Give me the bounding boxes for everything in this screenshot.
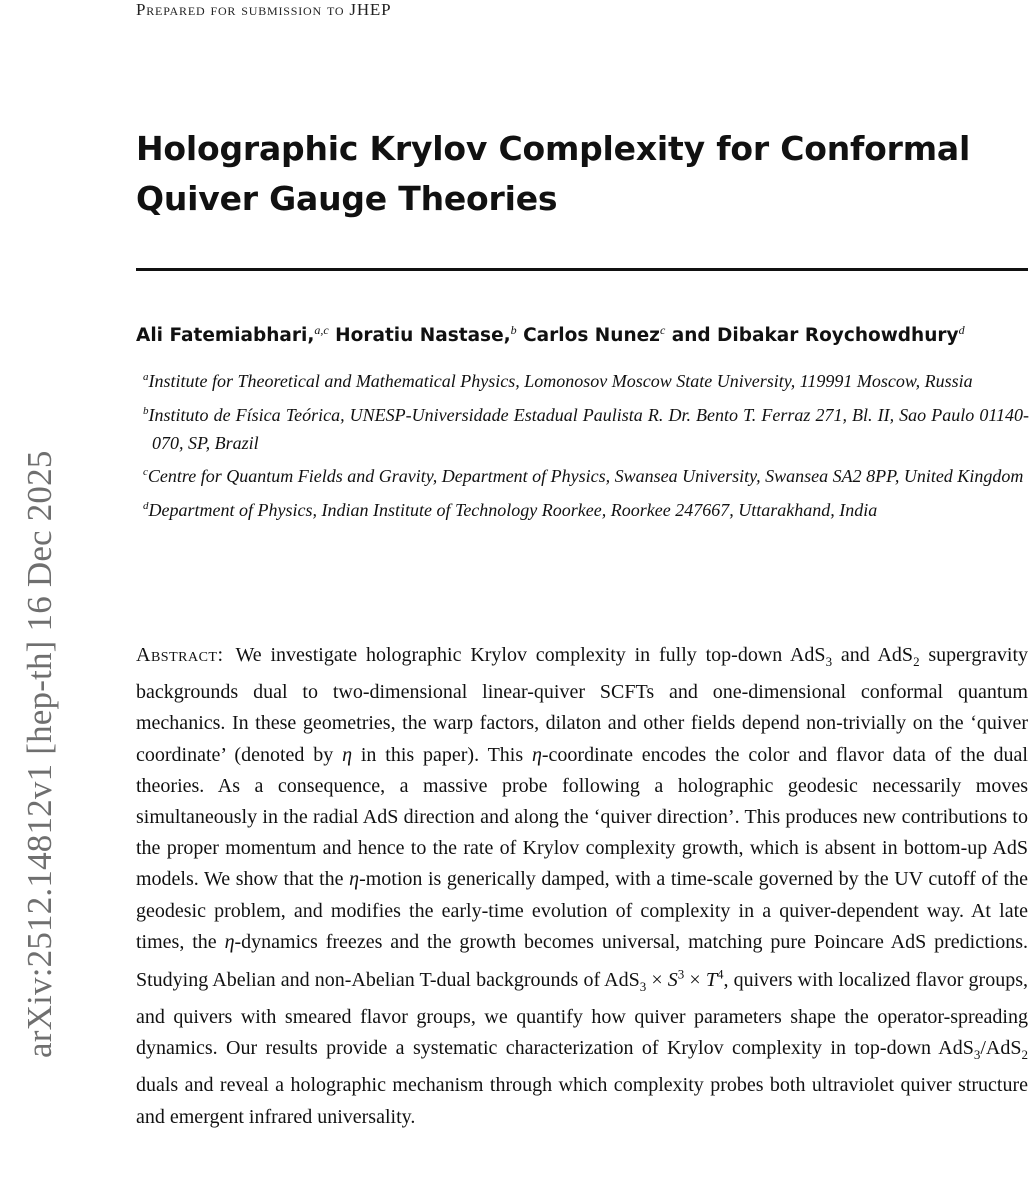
- math-symbol: η: [224, 930, 235, 953]
- math-symbol: η: [531, 743, 542, 766]
- affiliation-text: Institute for Theoretical and Mathematical Physics, Lomonosov Moscow State University, 119991 Moscow, Russia: [148, 371, 973, 391]
- math-subscript: 2: [1021, 1047, 1028, 1063]
- affiliation-text: Department of Physics, Indian Institute of Technology Roorkee, Roorkee 247667, Uttarakhand, India: [148, 499, 878, 520]
- affiliation-item: [143, 492, 1029, 524]
- author-name: Horatiu Nastase,: [335, 325, 511, 347]
- math-subscript: 3: [825, 654, 833, 669]
- affiliation-text: Instituto de Física Teórica, UNESP-Universidade Estadual Paulista R. Dr. Bento T. Ferraz 271, Bl. II, Sao Paulo 01140-070, SP, Brazil: [148, 404, 1029, 453]
- journal-submission-note: Prepared for submission to JHEP: [136, 0, 392, 19]
- math-superscript: 4: [716, 966, 724, 982]
- affiliation-mark: c: [143, 466, 148, 478]
- abstract-body: [136, 644, 1028, 1128]
- affiliation-item: [143, 363, 1029, 395]
- math-symbol: η: [349, 868, 360, 891]
- affiliation-item: [143, 397, 1029, 457]
- affiliation-list: [143, 363, 1029, 525]
- math-symbol: η: [342, 743, 353, 766]
- title-divider: [136, 268, 1028, 271]
- abstract-text: supergravity backgrounds dual to two-dimensional linear-quiver SCFTs and one-dimensional conformal quantum mechanics. In these geometries, the warp factors, dilaton and other fields depend non-trivially on the ‘quiver coordinate’ (denoted by: [136, 644, 1028, 766]
- math-subscript: 2: [913, 654, 920, 669]
- abstract-text: ×: [684, 968, 706, 991]
- affiliation-mark: a: [143, 371, 149, 383]
- abstract-text: We investigate holographic Krylov complexity in fully top-down AdS: [235, 644, 826, 666]
- abstract-text: in this paper). This: [352, 743, 532, 766]
- paper-title: Holographic Krylov Complexity for Conformal Quiver Gauge Theories: [136, 129, 971, 218]
- author-name: Ali Fatemiabhari,: [136, 325, 315, 347]
- author-affiliation-mark: d: [958, 323, 965, 337]
- affiliation-mark: b: [143, 404, 149, 417]
- abstract-label: Abstract:: [136, 644, 224, 666]
- math-subscript: 3: [639, 978, 647, 994]
- author-affiliation-mark: a,c: [314, 323, 329, 337]
- abstract-text: ×: [646, 968, 668, 991]
- author-affiliation-mark: c: [659, 323, 666, 337]
- author-affiliation-mark: b: [510, 323, 517, 337]
- author-name: and Dibakar Roychowdhury: [671, 325, 959, 347]
- affiliation-item: [143, 458, 1029, 490]
- math-subscript: 3: [973, 1047, 981, 1063]
- author-list: [136, 323, 1028, 346]
- affiliation-mark: d: [143, 499, 149, 512]
- author-name: Carlos Nunez: [523, 325, 660, 347]
- math-symbol: S: [667, 968, 678, 991]
- abstract-text: and AdS: [832, 644, 914, 666]
- abstract-text: duals and reveal a holographic mechanism through which complexity probes both ultraviolet quiver structure and emergent infrared universality.: [136, 1074, 1028, 1128]
- abstract-text: -dynamics freezes and the growth becomes universal, matching pure Poincare AdS predictions. Studying Abelian and non-Abelian T-dual backgrounds of AdS: [136, 930, 1028, 991]
- math-symbol: T: [705, 968, 717, 991]
- abstract-text: -motion is generically damped, with a time-scale governed by the UV cutoff of the geodesic problem, and modifies the early-time evolution of complexity in a quiver-dependent way. At late times, the: [136, 868, 1028, 953]
- affiliation-text: Centre for Quantum Fields and Gravity, Department of Physics, Swansea University, Swansea SA2 8PP, United Kingdom: [147, 466, 1024, 486]
- math-superscript: 3: [677, 966, 685, 982]
- abstract-text: /AdS: [980, 1037, 1022, 1060]
- arxiv-identifier-stamp[interactable]: arXiv:2512.14812v1 [hep-th] 16 Dec 2025: [20, 450, 59, 1058]
- abstract: [136, 640, 1028, 1133]
- abstract-text: -coordinate encodes the color and flavor data of the dual theories. As a consequence, a massive probe following a holographic geodesic necessarily moves simultaneously in the radial AdS direction and along the ‘quiver direction’. This produces new contributions to the proper momentum and hence to the rate of Krylov complexity growth, which is absent in bottom-up AdS models. We show that the: [136, 743, 1028, 891]
- abstract-text: , quivers with localized flavor groups, and quivers with smeared flavor groups, we quantify how quiver parameters shape the operator-spreading dynamics. Our results provide a systematic characterization of Krylov complexity in top-down AdS: [136, 968, 1028, 1060]
